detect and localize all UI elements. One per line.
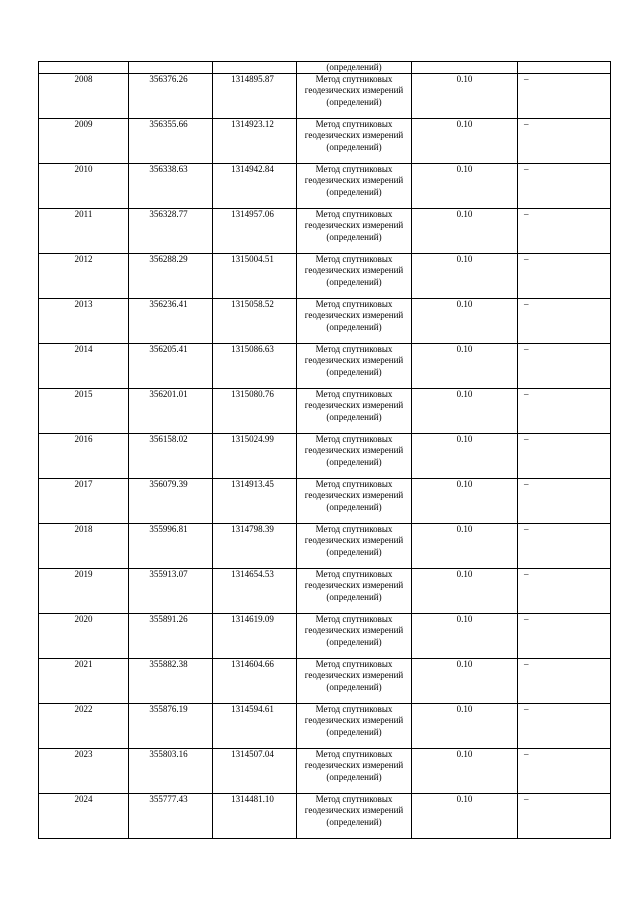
note-cell: – [518, 569, 611, 614]
y-coordinate-cell: 1314923.12 [213, 119, 297, 164]
y-coordinate-cell: 1314913.45 [213, 479, 297, 524]
point-number-cell: 2016 [39, 434, 129, 479]
point-number-cell: 2017 [39, 479, 129, 524]
y-coordinate-cell: 1314798.39 [213, 524, 297, 569]
table-row [39, 614, 611, 659]
x-coordinate-cell: 356376.26 [129, 74, 213, 119]
method-cell: Метод спутниковых геодезических измерений (определений) [297, 164, 412, 209]
x-coordinate-cell: 355803.16 [129, 749, 213, 794]
x-coordinate-cell: 356338.63 [129, 164, 213, 209]
note-cell: – [518, 749, 611, 794]
coordinates-table [38, 61, 611, 839]
method-cell: Метод спутниковых геодезических измерений (определений) [297, 524, 412, 569]
x-coordinate-cell: 355891.26 [129, 614, 213, 659]
method-cell: Метод спутниковых геодезических измерений (определений) [297, 254, 412, 299]
y-coordinate-cell: 1314654.53 [213, 569, 297, 614]
accuracy-cell: 0.10 [412, 434, 518, 479]
accuracy-cell: 0.10 [412, 659, 518, 704]
note-cell: – [518, 479, 611, 524]
method-cell: Метод спутниковых геодезических измерений (определений) [297, 749, 412, 794]
method-cell: Метод спутниковых геодезических измерений (определений) [297, 344, 412, 389]
point-number-cell: 2008 [39, 74, 129, 119]
table-row [39, 749, 611, 794]
table-row [39, 524, 611, 569]
x-coordinate-cell: 356328.77 [129, 209, 213, 254]
note-cell: – [518, 704, 611, 749]
accuracy-cell: 0.10 [412, 389, 518, 434]
x-coordinate-cell: 356355.66 [129, 119, 213, 164]
method-cell: Метод спутниковых геодезических измерений (определений) [297, 659, 412, 704]
method-cell: Метод спутниковых геодезических измерений (определений) [297, 209, 412, 254]
method-cell: Метод спутниковых геодезических измерений (определений) [297, 299, 412, 344]
table-row [39, 254, 611, 299]
note-cell: – [518, 119, 611, 164]
accuracy-cell: 0.10 [412, 704, 518, 749]
continued-cell-point [39, 62, 129, 74]
note-cell: – [518, 344, 611, 389]
continued-cell-note [518, 62, 611, 74]
accuracy-cell: 0.10 [412, 479, 518, 524]
x-coordinate-cell: 355876.19 [129, 704, 213, 749]
note-cell: – [518, 74, 611, 119]
table-row [39, 344, 611, 389]
y-coordinate-cell: 1314604.66 [213, 659, 297, 704]
point-number-cell: 2019 [39, 569, 129, 614]
table-row [39, 479, 611, 524]
table-row [39, 209, 611, 254]
point-number-cell: 2012 [39, 254, 129, 299]
note-cell: – [518, 434, 611, 479]
x-coordinate-cell: 356158.02 [129, 434, 213, 479]
table-row [39, 119, 611, 164]
table-row [39, 299, 611, 344]
x-coordinate-cell: 356201.01 [129, 389, 213, 434]
method-cell: Метод спутниковых геодезических измерений (определений) [297, 119, 412, 164]
table-row [39, 794, 611, 839]
y-coordinate-cell: 1314957.06 [213, 209, 297, 254]
x-coordinate-cell: 355913.07 [129, 569, 213, 614]
method-cell: Метод спутниковых геодезических измерений (определений) [297, 794, 412, 839]
y-coordinate-cell: 1315058.52 [213, 299, 297, 344]
accuracy-cell: 0.10 [412, 74, 518, 119]
x-coordinate-cell: 356205.41 [129, 344, 213, 389]
note-cell: – [518, 794, 611, 839]
y-coordinate-cell: 1314507.04 [213, 749, 297, 794]
accuracy-cell: 0.10 [412, 794, 518, 839]
point-number-cell: 2023 [39, 749, 129, 794]
method-cell: Метод спутниковых геодезических измерений (определений) [297, 389, 412, 434]
point-number-cell: 2011 [39, 209, 129, 254]
note-cell: – [518, 389, 611, 434]
point-number-cell: 2024 [39, 794, 129, 839]
method-cell: Метод спутниковых геодезических измерений (определений) [297, 74, 412, 119]
y-coordinate-cell: 1314942.84 [213, 164, 297, 209]
table-row [39, 704, 611, 749]
continued-cell-method: (определений) [297, 62, 412, 74]
continued-row [39, 62, 611, 74]
note-cell: – [518, 254, 611, 299]
x-coordinate-cell: 355996.81 [129, 524, 213, 569]
method-cell: Метод спутниковых геодезических измерений (определений) [297, 434, 412, 479]
note-cell: – [518, 524, 611, 569]
x-coordinate-cell: 355882.38 [129, 659, 213, 704]
point-number-cell: 2021 [39, 659, 129, 704]
continued-cell-x [129, 62, 213, 74]
y-coordinate-cell: 1315024.99 [213, 434, 297, 479]
accuracy-cell: 0.10 [412, 209, 518, 254]
y-coordinate-cell: 1314594.61 [213, 704, 297, 749]
x-coordinate-cell: 356079.39 [129, 479, 213, 524]
point-number-cell: 2014 [39, 344, 129, 389]
table-row [39, 659, 611, 704]
y-coordinate-cell: 1314619.09 [213, 614, 297, 659]
point-number-cell: 2015 [39, 389, 129, 434]
point-number-cell: 2010 [39, 164, 129, 209]
continued-cell-y [213, 62, 297, 74]
point-number-cell: 2013 [39, 299, 129, 344]
x-coordinate-cell: 356288.29 [129, 254, 213, 299]
accuracy-cell: 0.10 [412, 569, 518, 614]
accuracy-cell: 0.10 [412, 749, 518, 794]
accuracy-cell: 0.10 [412, 344, 518, 389]
point-number-cell: 2020 [39, 614, 129, 659]
method-cell: Метод спутниковых геодезических измерений (определений) [297, 704, 412, 749]
method-cell: Метод спутниковых геодезических измерений (определений) [297, 614, 412, 659]
table-row [39, 389, 611, 434]
accuracy-cell: 0.10 [412, 254, 518, 299]
y-coordinate-cell: 1315086.63 [213, 344, 297, 389]
note-cell: – [518, 614, 611, 659]
accuracy-cell: 0.10 [412, 119, 518, 164]
point-number-cell: 2018 [39, 524, 129, 569]
continued-cell-accuracy [412, 62, 518, 74]
accuracy-cell: 0.10 [412, 614, 518, 659]
note-cell: – [518, 299, 611, 344]
y-coordinate-cell: 1314481.10 [213, 794, 297, 839]
point-number-cell: 2022 [39, 704, 129, 749]
x-coordinate-cell: 356236.41 [129, 299, 213, 344]
y-coordinate-cell: 1314895.87 [213, 74, 297, 119]
x-coordinate-cell: 355777.43 [129, 794, 213, 839]
accuracy-cell: 0.10 [412, 524, 518, 569]
table-row [39, 434, 611, 479]
table-row [39, 164, 611, 209]
y-coordinate-cell: 1315004.51 [213, 254, 297, 299]
accuracy-cell: 0.10 [412, 299, 518, 344]
method-cell: Метод спутниковых геодезических измерений (определений) [297, 569, 412, 614]
table-row [39, 74, 611, 119]
note-cell: – [518, 659, 611, 704]
accuracy-cell: 0.10 [412, 164, 518, 209]
y-coordinate-cell: 1315080.76 [213, 389, 297, 434]
point-number-cell: 2009 [39, 119, 129, 164]
note-cell: – [518, 164, 611, 209]
table-row [39, 569, 611, 614]
method-cell: Метод спутниковых геодезических измерений (определений) [297, 479, 412, 524]
note-cell: – [518, 209, 611, 254]
